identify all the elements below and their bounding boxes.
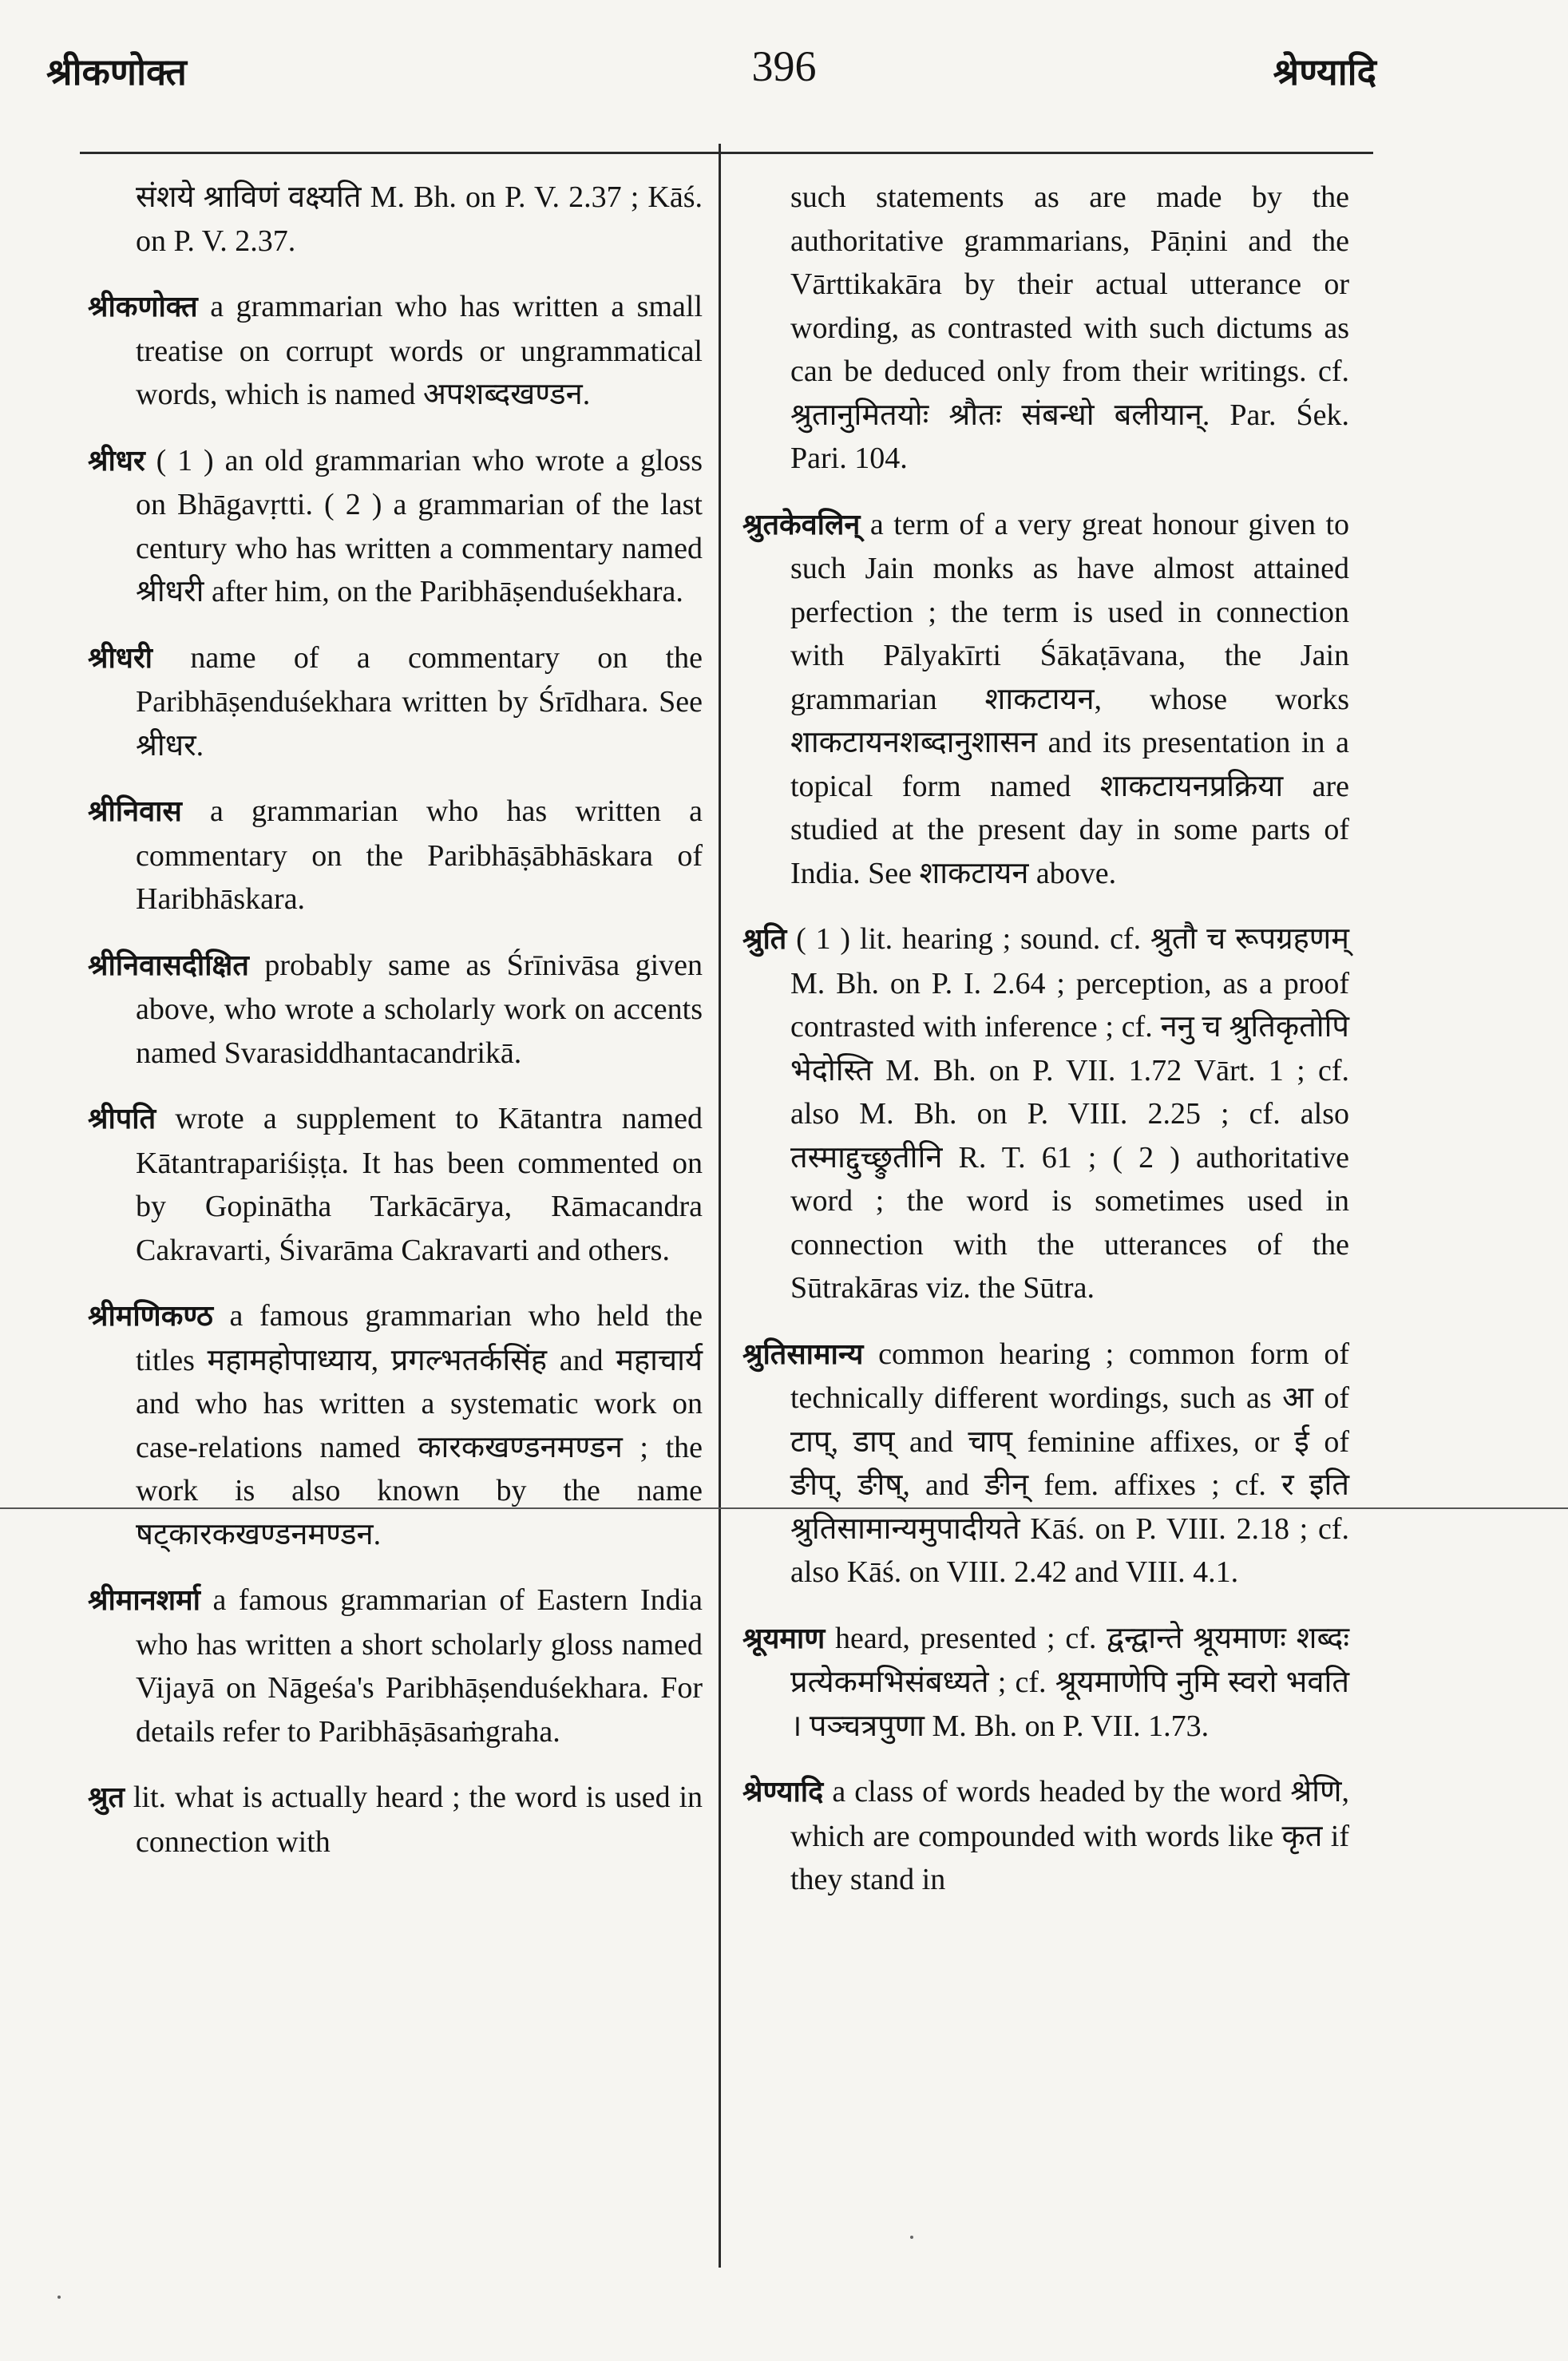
running-head-right: श्रेण्यादि <box>1273 50 1376 93</box>
entry-definition: ( 1 ) lit. hearing ; sound. cf. श्रुतौ च रूपग्रहणम् M. Bh. on P. I. 2.64 ; perception, as a proof contrasted with inference ; cf. ननु च श्रुतिकृतोपि भेदोस्ति M. Bh. on P. VII. 1.72 Vārt. 1 ; cf. also M. Bh. on P. VIII. 2.25 ; cf. also तस्माद्दुच्छ्रुतीनि R. T. 61 ; ( 2 ) authoritative word ; the word is sometimes used in connection with the utterances of the Sūtrakāras viz. the Sūtra. <box>790 922 1349 1305</box>
entry-definition: a class of words headed by the word श्रेणि, which are compounded with words like कृत if they stand in <box>790 1775 1349 1896</box>
entry-headword: श्रीमणिकण्ठ <box>88 1300 213 1333</box>
entry-headword: श्रीपति <box>88 1103 156 1135</box>
dictionary-entry <box>742 1770 1349 1902</box>
entry-headword: श्रुतिसामान्य <box>742 1337 864 1371</box>
column-divider <box>719 144 721 2268</box>
entry-definition: common hearing ; common form of technically different wordings, such as आ of टाप्, डाप् and चाप् feminine affixes, or ई of ङीप्, ङीष्, and ङीन् fem. affixes ; cf. र इति श्रुतिसामान्यमुपादीयते Kāś. on P. VIII. 2.18 ; cf. also Kāś. on VIII. 2.42 and VIII. 4.1. <box>790 1337 1349 1589</box>
entry-definition: a famous grammarian of Eastern India who has written a short scholarly gloss named Vijayā on Nāgeśa's Paribhāṣenduśekhara. For details refer to Paribhāṣāsaṁgraha. <box>136 1583 703 1749</box>
dictionary-entry <box>88 439 703 614</box>
entry-headword: श्रीधरी <box>88 641 153 675</box>
entry-headword: श्रुति <box>742 923 787 956</box>
dictionary-entry <box>88 1776 703 1864</box>
entry-definition: a grammarian who has written a commentary on the Paribhāṣābhāskara of Haribhāskara. <box>136 794 703 916</box>
entry-definition: ( 1 ) an old grammarian who wrote a gloss on Bhāgavṛtti. ( 2 ) a grammarian of the last century who has written a commentary named श्रीधरी after him, on the Paribhāṣenduśekhara. <box>136 443 703 608</box>
left-column <box>88 176 703 2284</box>
dictionary-entry <box>88 1294 703 1556</box>
entry-headword: श्रीधर <box>88 444 145 477</box>
entry-definition: संशये श्राविणं वक्ष्यति M. Bh. on P. V. 2.37 ; Kāś. on P. V. 2.37. <box>136 180 703 258</box>
dictionary-entry <box>88 636 703 768</box>
entry-definition: probably same as Śrīnivāsa given above, who wrote a scholarly work on accents named Svarasiddhantacandrikā. <box>136 948 703 1070</box>
entry-headword: श्रीनिवास <box>88 795 182 828</box>
entry-continuation <box>88 176 703 263</box>
entry-headword: श्रीनिवासदीक्षित <box>88 949 249 982</box>
dictionary-entry <box>88 944 703 1076</box>
entry-definition: a famous grammarian who held the titles महामहोपाध्याय, प्रगल्भतर्कसिंह and महाचार्य and who has written a systematic work on case-relations named कारकखण्डनमण्डन ; the work is also known by the name षट्कारकखण्डनमण्डन. <box>136 1299 703 1551</box>
speck <box>57 2296 61 2299</box>
entry-definition: wrote a supplement to Kātantra named Kātantrapariśiṣṭa. It has been commented on by Gopinātha Tarkācārya, Rāmacandra Cakravarti, Śivarāma Cakravarti and others. <box>136 1102 703 1267</box>
entry-definition: a grammarian who has written a small treatise on corrupt words or ungrammatical words, which is named अपशब्दखण्डन. <box>136 290 703 411</box>
entry-definition: name of a commentary on the Paribhāṣenduśekhara written by Śrīdhara. See श्रीधर. <box>136 640 703 763</box>
entry-definition: such statements as are made by the authoritative grammarians, Pāṇini and the Vārttikakāra by their actual utterance or wording, as contrasted with such dictums as can be deduced only from their writings. cf. श्रुतानुमितयोः श्रौतः संबन्धो बलीयान्. Par. Śek. Pari. 104. <box>790 180 1349 475</box>
dictionary-entry <box>742 1617 1349 1749</box>
entry-headword: श्रूयमाण <box>742 1622 826 1655</box>
dictionary-entry <box>88 1579 703 1753</box>
dictionary-entry <box>742 1333 1349 1594</box>
right-column <box>742 176 1349 2284</box>
dictionary-entry <box>742 503 1349 896</box>
entry-definition: a term of a very great honour given to such Jain monks as have almost attained perfection ; the term is used in connection with Pālyakīrti Śākaṭāvana, the Jain grammarian शाकटायन, whose works शाकटायनशब्दानुशासन and its presentation in a topical form named शाकटायनप्रक्रिया are studied at the present day in some parts of India. See शाकटायन above. <box>790 507 1349 890</box>
running-head-left: श्रीकणोक्त <box>46 50 187 93</box>
speck <box>910 2236 913 2239</box>
dictionary-entry <box>88 285 703 417</box>
dictionary-entry <box>88 1097 703 1272</box>
page-number: 396 <box>751 42 817 90</box>
dictionary-entry <box>88 790 703 921</box>
entry-headword: श्रेण्यादि <box>742 1776 824 1808</box>
entry-headword: श्रीकणोक्त <box>88 291 198 323</box>
entry-definition: heard, presented ; cf. द्वन्द्वान्ते श्रूयमाणः शब्दः प्रत्येकमभिसंबध्यते ; cf. श्रूयमाणेपि नुमि स्वरो भवति । पञ्चत्रपुणा M. Bh. on P. VII. 1.73. <box>790 1621 1350 1743</box>
entry-headword: श्रुत <box>88 1781 125 1814</box>
entry-headword: श्रुतकेवलिन् <box>742 508 861 541</box>
entry-definition: lit. what is actually heard ; the word is used in connection with <box>133 1781 703 1859</box>
dictionary-entry <box>742 917 1349 1310</box>
entry-continuation <box>742 176 1349 481</box>
entry-headword: श्रीमानशर्मा <box>88 1584 200 1617</box>
header-rule <box>80 152 1373 154</box>
